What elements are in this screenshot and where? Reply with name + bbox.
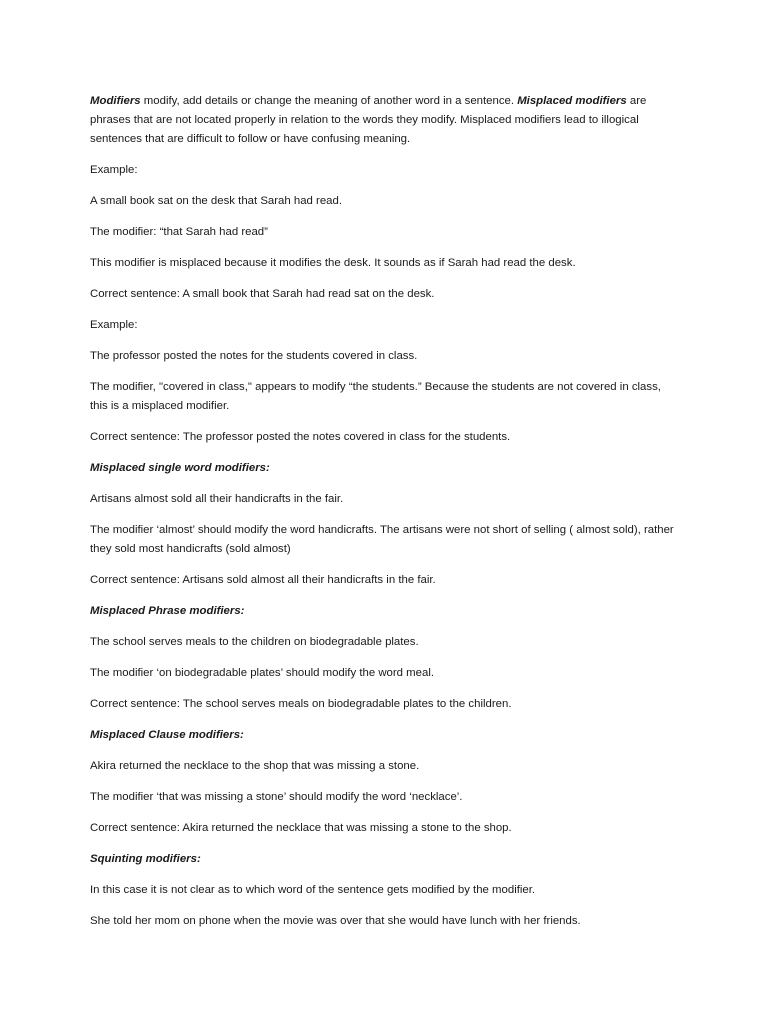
example1-sentence: A small book sat on the desk that Sarah had read. bbox=[90, 195, 343, 207]
clause-heading: Misplaced Clause modifiers: bbox=[90, 729, 244, 741]
intro-text-1: modify, add details or change the meaning of another word in a sentence. bbox=[140, 95, 518, 107]
phrase-correct: Correct sentence: The school serves meals on biodegradable plates to the children. bbox=[90, 698, 512, 710]
squinting-heading: Squinting modifiers: bbox=[90, 853, 201, 865]
squinting-sentence: She told her mom on phone when the movie was over that she would have lunch with her friends. bbox=[90, 915, 581, 927]
example1-correct: Correct sentence: A small book that Sarah had read sat on the desk. bbox=[90, 288, 435, 300]
single-word-correct: Correct sentence: Artisans sold almost all their handicrafts in the fair. bbox=[90, 574, 436, 586]
phrase-explanation: The modifier ‘on biodegradable plates’ should modify the word meal. bbox=[90, 667, 435, 679]
term-modifiers: Modifiers bbox=[90, 95, 141, 107]
intro-text-2: are phrases that are not located properly in relation to the words they modify. Misplaced modifiers lead to illogical sentences that are difficult to follow or have confusing meaning. bbox=[90, 95, 647, 145]
term-misplaced-modifiers: Misplaced modifiers bbox=[517, 95, 627, 107]
example2-correct: Correct sentence: The professor posted the notes covered in class for the students. bbox=[90, 431, 511, 443]
phrase-heading: Misplaced Phrase modifiers: bbox=[90, 605, 245, 617]
example2-label: Example: bbox=[90, 319, 138, 331]
example1-explanation: This modifier is misplaced because it modifies the desk. It sounds as if Sarah had read the desk. bbox=[90, 257, 576, 269]
example2-explanation: The modifier, "covered in class," appears to modify “the students.” Because the students are not covered in class, this is a misplaced modifier. bbox=[90, 381, 661, 412]
clause-correct: Correct sentence: Akira returned the necklace that was missing a stone to the shop. bbox=[90, 822, 512, 834]
single-word-sentence: Artisans almost sold all their handicrafts in the fair. bbox=[90, 493, 344, 505]
example2-sentence: The professor posted the notes for the students covered in class. bbox=[90, 350, 418, 362]
example1-label: Example: bbox=[90, 164, 138, 176]
intro-paragraph bbox=[90, 92, 680, 149]
single-word-heading: Misplaced single word modifiers: bbox=[90, 462, 270, 474]
single-word-explanation: The modifier ‘almost’ should modify the word handicrafts. The artisans were not short of selling ( almost sold), rather they sold most handicrafts (sold almost) bbox=[90, 524, 674, 555]
clause-explanation: The modifier ‘that was missing a stone’ should modify the word ‘necklace’. bbox=[90, 791, 463, 803]
document-page bbox=[90, 92, 680, 943]
example1-modifier: The modifier: “that Sarah had read” bbox=[90, 226, 268, 238]
clause-sentence: Akira returned the necklace to the shop that was missing a stone. bbox=[90, 760, 420, 772]
phrase-sentence: The school serves meals to the children on biodegradable plates. bbox=[90, 636, 419, 648]
squinting-explanation: In this case it is not clear as to which word of the sentence gets modified by the modifier. bbox=[90, 884, 536, 896]
